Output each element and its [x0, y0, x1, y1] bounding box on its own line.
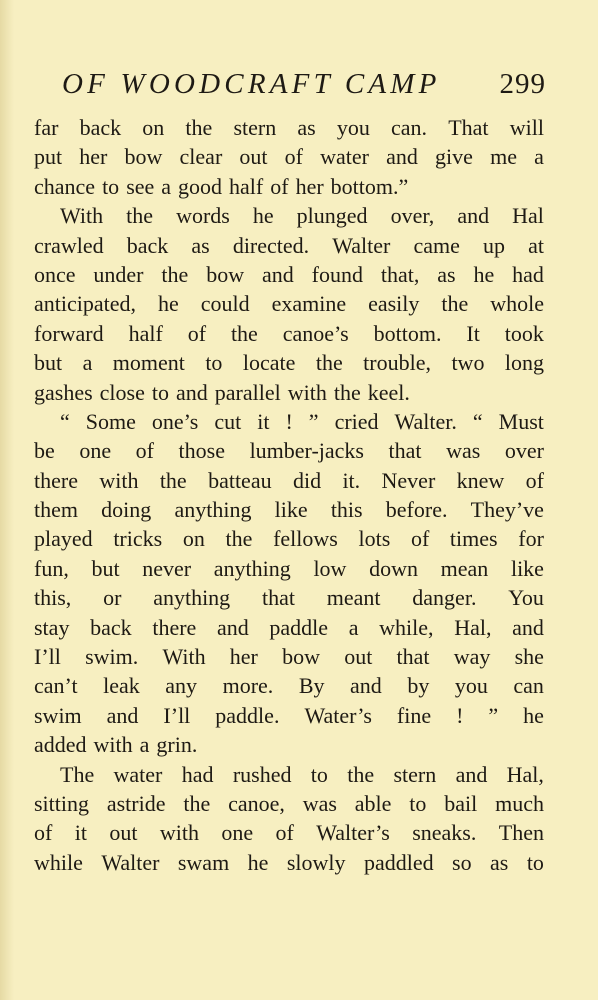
text-line: there with the batteau did it. Never knew of	[34, 467, 544, 493]
text-line: far back on the stern as you can. That will	[34, 115, 544, 140]
text-line: added with a grin.	[34, 732, 198, 758]
text-line: while Walter swam he slowly paddled so as to	[34, 849, 544, 875]
text-line: be one of those lumber-jacks that was over	[34, 438, 544, 464]
text-line: of it out with one of Walter’s sneaks. Then	[34, 820, 544, 846]
running-title: OF WOODCRAFT CAMP	[62, 68, 441, 100]
text-line: can’t leak any more. By and by you can	[34, 673, 544, 699]
running-head	[62, 68, 546, 108]
text-line: I’ll swim. With her bow out that way she	[34, 644, 544, 670]
text-line: With the words he plunged over, and Hal	[60, 203, 544, 229]
text-line: played tricks on the fellows lots of times for	[34, 526, 544, 552]
text-line: fun, but never anything low down mean like	[34, 555, 544, 581]
text-line: once under the bow and found that, as he had	[34, 261, 544, 287]
text-line: this, or anything that meant danger. You	[34, 585, 544, 611]
text-line: anticipated, he could examine easily the whole	[34, 291, 544, 317]
text-line: sitting astride the canoe, was able to bail much	[34, 790, 544, 816]
text-line: crawled back as directed. Walter came up at	[34, 232, 544, 258]
text-line: The water had rushed to the stern and Hal,	[60, 761, 544, 787]
text-line: them doing anything like this before. They’ve	[34, 497, 544, 523]
text-line: stay back there and paddle a while, Hal, and	[34, 614, 544, 640]
body-text	[34, 113, 544, 877]
text-line: “ Some one’s cut it ! ” cried Walter. “ Must	[60, 408, 544, 434]
text-line: put her bow clear out of water and give me a	[34, 144, 544, 170]
text-line: but a moment to locate the trouble, two long	[34, 350, 544, 376]
text-line: chance to see a good half of her bottom.”	[34, 173, 409, 199]
text-line: forward half of the canoe’s bottom. It took	[34, 320, 544, 346]
text-line: gashes close to and parallel with the keel.	[34, 379, 410, 405]
page-number: 299	[499, 68, 546, 100]
text-line: swim and I’ll paddle. Water’s fine ! ” he	[34, 702, 544, 728]
